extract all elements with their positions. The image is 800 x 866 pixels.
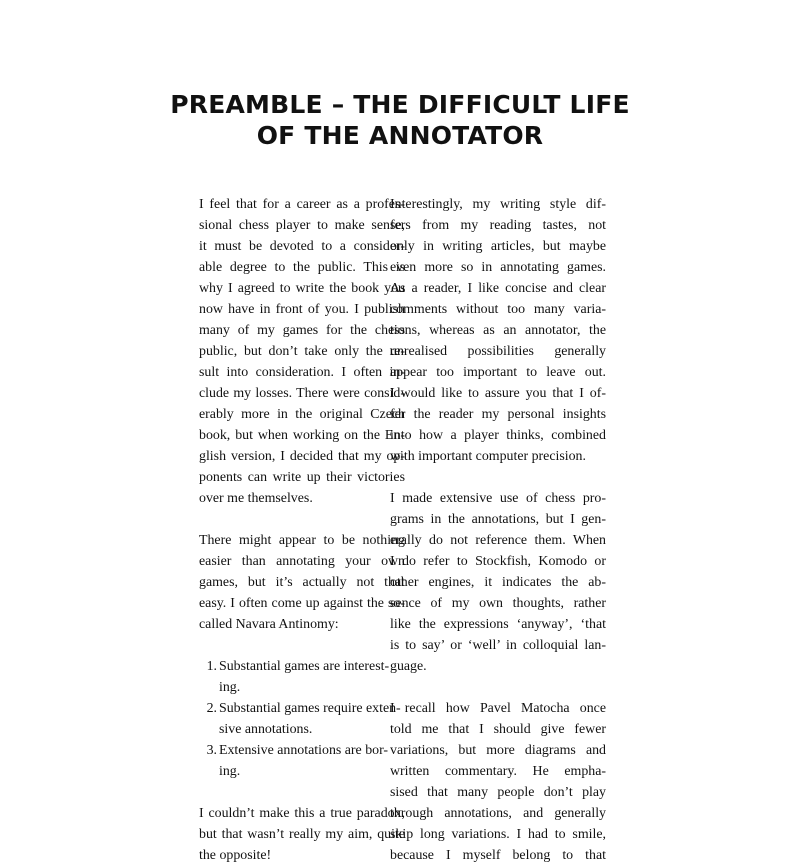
text-line: Interestingly, my writing style dif-: [390, 197, 606, 212]
text-line: I couldn’t make this a true paradox,: [199, 806, 405, 821]
text-line: sional chess player to make sense,: [199, 218, 405, 233]
text-line: the opposite!: [199, 848, 272, 863]
list-number: 2.: [206, 701, 217, 716]
text-line: because I myself belong to that: [390, 848, 606, 863]
text-line: I do refer to Stockfish, Komodo or: [390, 554, 606, 569]
text-line: over me themselves.: [199, 491, 313, 506]
text-line: comments without too many varia-: [390, 302, 606, 317]
text-line: even more so in annotating games.: [390, 260, 606, 275]
text-line: public, but don’t take only the re-: [199, 344, 405, 359]
left-column: [199, 194, 405, 866]
list-text: Extensive annotations are bor-: [219, 743, 389, 758]
text-line: games, but it’s actually not that: [199, 575, 405, 590]
chapter-title: [0, 89, 800, 151]
text-line: clude my losses. There were consid-: [199, 386, 405, 401]
paragraph: [390, 488, 606, 677]
text-line: sence of my own thoughts, rather: [390, 596, 606, 611]
text-line: is to say’ or ‘well’ in colloquial lan-: [390, 638, 606, 653]
text-line: written commentary. He empha-: [390, 764, 606, 779]
list-item: [199, 698, 405, 740]
chapter-title-line: PREAMBLE – THE DIFFICULT LIFE: [170, 90, 630, 119]
list-item: [199, 740, 405, 782]
paragraph: [199, 530, 405, 635]
text-line: it must be devoted to a consider-: [199, 239, 405, 254]
text-line: like the expressions ‘anyway’, ‘that: [390, 617, 606, 632]
text-line: tions, whereas as an annotator, the: [390, 323, 606, 338]
text-line: As a reader, I like concise and clear: [390, 281, 606, 296]
text-line: book, but when working on the En-: [199, 428, 405, 443]
text-line: I would like to assure you that I of-: [390, 386, 606, 401]
chapter-title-line: OF THE ANNOTATOR: [256, 121, 544, 150]
text-line: glish version, I decided that my op-: [199, 449, 405, 464]
text-line: erally do not reference them. When: [390, 533, 606, 548]
text-line: sult into consideration. I often in-: [199, 365, 405, 380]
text-line: There might appear to be nothing: [199, 533, 405, 548]
text-line: now have in front of you. I publish: [199, 302, 405, 317]
text-line: why I agreed to write the book you: [199, 281, 405, 296]
text-line: into how a player thinks, combined: [390, 428, 606, 443]
text-line: fer the reader my personal insights: [390, 407, 606, 422]
text-line: I recall how Pavel Matocha once: [390, 701, 606, 716]
text-line: only in writing articles, but maybe: [390, 239, 606, 254]
paragraph: [390, 194, 606, 467]
text-line: told me that I should give fewer: [390, 722, 606, 737]
list-text: Substantial games are interest-: [219, 659, 390, 674]
paragraph: [199, 194, 405, 509]
text-line: grams in the annotations, but I gen-: [390, 512, 606, 527]
text-line: able degree to the public. This is: [199, 260, 405, 275]
text-line: unrealised possibilities generally: [390, 344, 606, 359]
text-line: but that wasn’t really my aim, quite: [199, 827, 405, 842]
list-text: ing.: [219, 680, 241, 695]
right-column: [390, 194, 606, 866]
text-line: many of my games for the chess: [199, 323, 405, 338]
text-line: easier than annotating your own: [199, 554, 405, 569]
text-line: I feel that for a career as a profes-: [199, 197, 405, 212]
numbered-list: [199, 656, 405, 782]
text-line: with important computer precision.: [390, 449, 586, 464]
text-line: I made extensive use of chess pro-: [390, 491, 606, 506]
text-line: fers from my reading tastes, not: [390, 218, 606, 233]
list-text: Substantial games require exten-: [219, 701, 401, 716]
text-line: guage.: [390, 659, 427, 674]
text-line: easy. I often come up against the so-: [199, 596, 405, 611]
text-line: through annotations, and generally: [390, 806, 606, 821]
paragraph: [199, 803, 405, 866]
text-line: ponents can write up their victories: [199, 470, 405, 485]
text-line: variations, but more diagrams and: [390, 743, 606, 758]
text-line: called Navara Antinomy:: [199, 617, 339, 632]
text-line: erably more in the original Czech: [199, 407, 405, 422]
list-number: 3.: [206, 743, 217, 758]
list-text: ing.: [219, 764, 241, 779]
text-line: skip long variations. I had to smile,: [390, 827, 606, 842]
text-line: sised that many people don’t play: [390, 785, 606, 800]
text-line: appear too important to leave out.: [390, 365, 606, 380]
text-line: other engines, it indicates the ab-: [390, 575, 606, 590]
list-item: [199, 656, 405, 698]
list-text: sive annotations.: [219, 722, 313, 737]
list-number: 1.: [206, 659, 217, 674]
paragraph: [390, 698, 606, 866]
